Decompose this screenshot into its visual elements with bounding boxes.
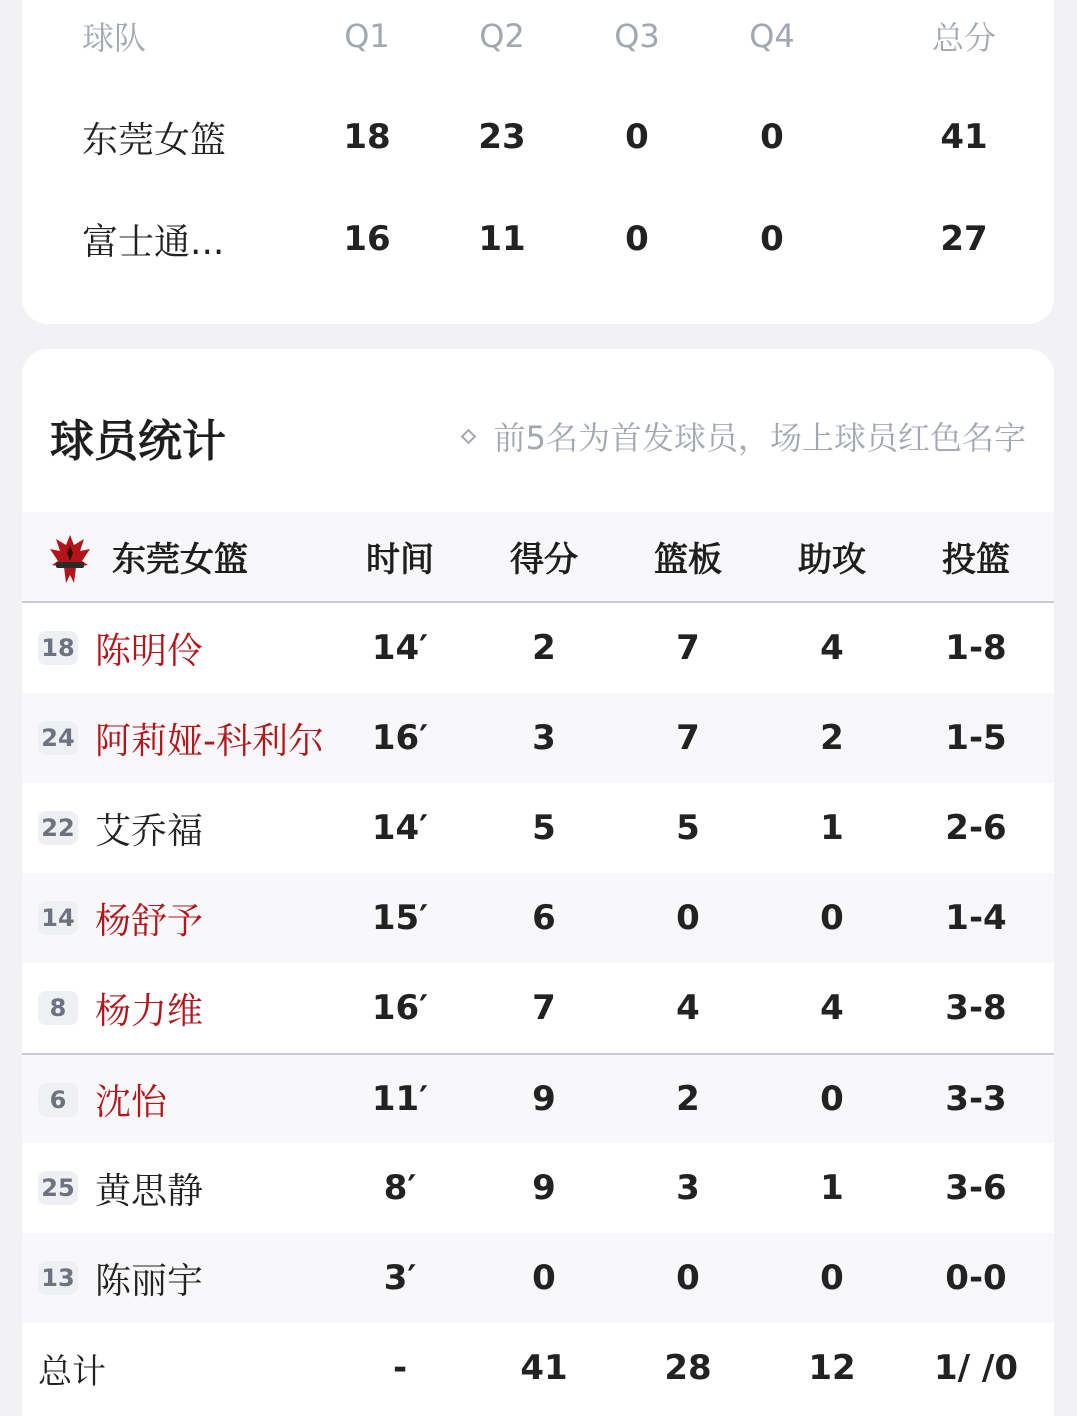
score-q1: 18 <box>343 117 391 157</box>
table-header <box>22 512 1054 603</box>
player-stats-card <box>22 349 1054 1416</box>
starter-note <box>463 413 1026 459</box>
player-points: 9 <box>532 1079 556 1119</box>
player-time: 14′ <box>371 808 429 848</box>
score-q3: 0 <box>625 117 649 157</box>
player-name: 沈怡 <box>95 1081 168 1123</box>
player-points: 9 <box>532 1168 556 1208</box>
jersey-number: 14 <box>38 901 78 935</box>
player-shooting: 3-8 <box>945 988 1007 1028</box>
jersey-number: 25 <box>38 1171 78 1205</box>
player-shooting: 3-3 <box>945 1079 1007 1119</box>
player-row[interactable] <box>22 603 1054 693</box>
player-name: 杨力维 <box>95 990 204 1032</box>
header-q2: Q2 <box>479 17 525 55</box>
player-time: 15′ <box>371 898 429 938</box>
score-q2: 11 <box>478 219 526 259</box>
jersey-number: 18 <box>38 631 78 665</box>
column-points: 得分 <box>510 540 578 580</box>
player-stats-table <box>22 512 1054 1413</box>
totals-points: 41 <box>520 1348 568 1388</box>
player-rebounds: 5 <box>676 808 700 848</box>
player-assists: 1 <box>820 808 844 848</box>
player-name: 黄思静 <box>95 1170 204 1212</box>
player-name: 阿莉娅-科利尔 <box>95 720 324 762</box>
column-rebounds: 篮板 <box>654 540 722 580</box>
header-q1: Q1 <box>344 17 390 55</box>
jersey-number: 13 <box>38 1261 78 1295</box>
player-points: 5 <box>532 808 556 848</box>
player-assists: 4 <box>820 988 844 1028</box>
header-team: 球队 <box>82 19 147 57</box>
score-row-home[interactable] <box>22 87 1054 187</box>
totals-label: 总计 <box>38 1351 106 1392</box>
player-points: 3 <box>532 718 556 758</box>
column-assists: 助攻 <box>798 540 866 580</box>
player-rebounds: 0 <box>676 1258 700 1298</box>
player-row[interactable] <box>22 963 1054 1053</box>
player-rebounds: 7 <box>676 718 700 758</box>
score-q1: 16 <box>343 219 391 259</box>
player-time: 11′ <box>371 1079 429 1119</box>
player-points: 7 <box>532 988 556 1028</box>
player-shooting: 1-4 <box>945 898 1007 938</box>
player-shooting: 3-6 <box>945 1168 1007 1208</box>
player-rebounds: 3 <box>676 1168 700 1208</box>
totals-assists: 12 <box>808 1348 856 1388</box>
player-assists: 2 <box>820 718 844 758</box>
jersey-number: 22 <box>38 811 78 845</box>
player-row[interactable] <box>22 783 1054 873</box>
score-q4: 0 <box>760 117 784 157</box>
jersey-number: 6 <box>38 1083 78 1117</box>
header-q4: Q4 <box>749 17 795 55</box>
team-logo-phoenix-icon <box>48 531 92 587</box>
player-assists: 0 <box>820 1258 844 1298</box>
player-name: 艾乔福 <box>95 810 204 852</box>
player-shooting: 0-0 <box>945 1258 1007 1298</box>
player-rows <box>22 603 1054 1323</box>
player-points: 6 <box>532 898 556 938</box>
score-q2: 23 <box>478 117 526 157</box>
player-time: 3′ <box>383 1258 417 1298</box>
player-rebounds: 0 <box>676 898 700 938</box>
player-name: 杨舒予 <box>95 900 204 942</box>
player-row[interactable] <box>22 693 1054 783</box>
header-total: 总分 <box>931 19 996 57</box>
header-q3: Q3 <box>614 17 660 55</box>
player-shooting: 2-6 <box>945 808 1007 848</box>
player-assists: 0 <box>820 1079 844 1119</box>
diamond-icon <box>460 428 476 444</box>
player-row[interactable] <box>22 1233 1054 1323</box>
score-q4: 0 <box>760 219 784 259</box>
player-shooting: 1-5 <box>945 718 1007 758</box>
player-row[interactable] <box>22 1053 1054 1143</box>
score-q3: 0 <box>625 219 649 259</box>
score-total: 27 <box>940 219 988 259</box>
player-time: 16′ <box>371 988 429 1028</box>
player-shooting: 1-8 <box>945 628 1007 668</box>
player-rebounds: 7 <box>676 628 700 668</box>
player-row[interactable] <box>22 873 1054 963</box>
totals-row <box>22 1323 1054 1413</box>
column-shooting: 投篮 <box>942 540 1010 580</box>
player-points: 2 <box>532 628 556 668</box>
player-time: 8′ <box>383 1168 417 1208</box>
player-time: 16′ <box>371 718 429 758</box>
player-assists: 1 <box>820 1168 844 1208</box>
totals-shooting: 1/ /0 <box>934 1348 1018 1388</box>
jersey-number: 24 <box>38 721 78 755</box>
team-name: 东莞女篮 <box>82 119 227 161</box>
player-name: 陈丽宇 <box>95 1260 204 1302</box>
quarter-score-card <box>22 0 1054 324</box>
player-assists: 4 <box>820 628 844 668</box>
team-column-header: 东莞女篮 <box>112 540 248 580</box>
starter-note-text: 前5名为首发球员，场上球员红色名字 <box>493 419 1026 457</box>
score-total: 41 <box>940 117 988 157</box>
player-row[interactable] <box>22 1143 1054 1233</box>
section-title: 球员统计 <box>50 416 226 467</box>
totals-time: - <box>392 1348 408 1388</box>
player-name: 陈明伶 <box>95 630 204 672</box>
jersey-number: 8 <box>38 991 78 1025</box>
team-name: 富士通... <box>82 221 225 263</box>
player-points: 0 <box>532 1258 556 1298</box>
player-rebounds: 2 <box>676 1079 700 1119</box>
score-row-away[interactable] <box>22 189 1054 289</box>
totals-rebounds: 28 <box>664 1348 712 1388</box>
player-time: 14′ <box>371 628 429 668</box>
player-assists: 0 <box>820 898 844 938</box>
column-time: 时间 <box>366 540 434 580</box>
player-rebounds: 4 <box>676 988 700 1028</box>
score-header-row <box>22 0 1054 86</box>
